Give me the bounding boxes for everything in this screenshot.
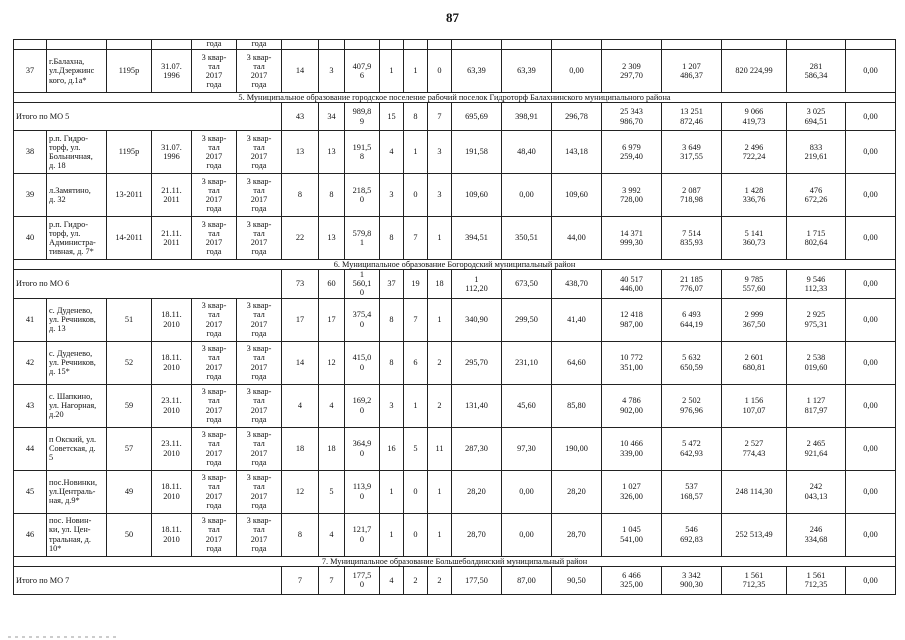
- value-cell: 281 586,34: [787, 50, 846, 93]
- value-cell: 537 168,57: [662, 470, 722, 513]
- completion-actual-cell: 3 квар- тал 2017 года: [237, 427, 282, 470]
- completion-plan-cell: 3 квар- тал 2017 года: [192, 513, 237, 556]
- value-cell: 2: [428, 341, 452, 384]
- value-cell: 9 546 112,33: [787, 270, 846, 299]
- completion-plan-cell: 3 квар- тал 2017 года: [192, 427, 237, 470]
- value-cell: 340,90: [452, 298, 502, 341]
- people-resettled-cell: 17: [319, 298, 345, 341]
- value-cell: 0,00: [846, 103, 896, 131]
- completion-actual-cell: 3 квар- тал 2017 года: [237, 470, 282, 513]
- value-cell: 2 502 976,96: [662, 384, 722, 427]
- value-cell: 2 999 367,50: [722, 298, 787, 341]
- people-resettled-cell: 8: [319, 174, 345, 217]
- table-row: [14, 513, 896, 556]
- value-cell: 0: [404, 470, 428, 513]
- people-resettled-cell: 7: [319, 566, 345, 594]
- value-cell: 10 466 339,00: [602, 427, 662, 470]
- doc-date-cell: 31.07. 1996: [152, 131, 192, 174]
- value-cell: 13 251 872,46: [662, 103, 722, 131]
- table-row: [14, 341, 896, 384]
- value-cell: 7: [428, 103, 452, 131]
- value-cell: 295,70: [452, 341, 502, 384]
- people-total-cell: 73: [282, 270, 319, 299]
- completion-plan-cell: года: [192, 40, 237, 50]
- people-total-cell: 13: [282, 131, 319, 174]
- value-cell: 350,51: [502, 217, 552, 260]
- value-cell: 0: [404, 174, 428, 217]
- value-cell: 1 156 107,07: [722, 384, 787, 427]
- value-cell: 48,40: [502, 131, 552, 174]
- area-total-cell: 579,8 1: [345, 217, 380, 260]
- doc-date-cell: 18.11. 2010: [152, 341, 192, 384]
- people-total-cell: 7: [282, 566, 319, 594]
- doc-date-cell: 23.11. 2010: [152, 384, 192, 427]
- area-total-cell: 121,7 0: [345, 513, 380, 556]
- value-cell: 246 334,68: [787, 513, 846, 556]
- value-cell: 2 309 297,70: [602, 50, 662, 93]
- row-number: 45: [14, 470, 47, 513]
- value-cell: 7 514 835,93: [662, 217, 722, 260]
- doc-number-cell: 13-2011: [107, 174, 152, 217]
- value-cell: 2: [428, 384, 452, 427]
- value-cell: 0,00: [502, 513, 552, 556]
- people-total-cell: 8: [282, 513, 319, 556]
- people-total-cell: 12: [282, 470, 319, 513]
- value-cell: 64,60: [552, 341, 602, 384]
- section-total-row: [14, 103, 896, 131]
- area-total-cell: 989,8 9: [345, 103, 380, 131]
- completion-plan-cell: 3 квар- тал 2017 года: [192, 217, 237, 260]
- value-cell: 10 772 351,00: [602, 341, 662, 384]
- completion-plan-cell: 3 квар- тал 2017 года: [192, 341, 237, 384]
- value-cell: 28,20: [552, 470, 602, 513]
- row-number: 41: [14, 298, 47, 341]
- value-cell: 287,30: [452, 427, 502, 470]
- value-cell: 44,00: [552, 217, 602, 260]
- doc-number-cell: 57: [107, 427, 152, 470]
- doc-date-cell: 21.11. 2011: [152, 217, 192, 260]
- area-total-cell: 113,9 0: [345, 470, 380, 513]
- people-resettled-cell: 34: [319, 103, 345, 131]
- completion-plan-cell: 3 квар- тал 2017 года: [192, 174, 237, 217]
- value-cell: 5 472 642,93: [662, 427, 722, 470]
- people-total-cell: 14: [282, 341, 319, 384]
- total-label: Итого по МО 7: [14, 566, 282, 594]
- value-cell: 0,00: [846, 131, 896, 174]
- value-cell: 252 513,49: [722, 513, 787, 556]
- value-cell: 0,00: [846, 384, 896, 427]
- people-resettled-cell: 5: [319, 470, 345, 513]
- people-total-cell: 14: [282, 50, 319, 93]
- row-number: 42: [14, 341, 47, 384]
- value-cell: 2 925 975,31: [787, 298, 846, 341]
- page-number: 87: [446, 10, 459, 25]
- value-cell: 1 561 712,35: [787, 566, 846, 594]
- value-cell: 833 219,61: [787, 131, 846, 174]
- completion-actual-cell: 3 квар- тал 2017 года: [237, 513, 282, 556]
- address-cell: пос. Новин- ки, ул. Цен- тральная, д. 10*: [47, 513, 107, 556]
- value-cell: 25 343 986,70: [602, 103, 662, 131]
- doc-date-cell: 18.11. 2010: [152, 513, 192, 556]
- people-resettled-cell: 4: [319, 384, 345, 427]
- completion-plan-cell: 3 квар- тал 2017 года: [192, 384, 237, 427]
- row-number: 43: [14, 384, 47, 427]
- value-cell: 8: [380, 298, 404, 341]
- value-cell: 28,70: [552, 513, 602, 556]
- row-number: 37: [14, 50, 47, 93]
- completion-actual-cell: 3 квар- тал 2017 года: [237, 50, 282, 93]
- row-number: 44: [14, 427, 47, 470]
- value-cell: 6: [404, 341, 428, 384]
- doc-number-cell: 51: [107, 298, 152, 341]
- value-cell: 1 428 336,76: [722, 174, 787, 217]
- value-cell: 6 979 259,40: [602, 131, 662, 174]
- value-cell: 97,30: [502, 427, 552, 470]
- table-row: [14, 217, 896, 260]
- value-cell: 131,40: [452, 384, 502, 427]
- value-cell: 7: [404, 298, 428, 341]
- value-cell: 546 692,83: [662, 513, 722, 556]
- address-cell: п Окский, ул. Советская, д. 5: [47, 427, 107, 470]
- completion-plan-cell: 3 квар- тал 2017 года: [192, 50, 237, 93]
- value-cell: 3: [428, 131, 452, 174]
- row-number: 46: [14, 513, 47, 556]
- value-cell: 1: [404, 384, 428, 427]
- value-cell: 0,00: [846, 470, 896, 513]
- section-total-row: [14, 566, 896, 594]
- value-cell: 0: [428, 50, 452, 93]
- value-cell: 109,60: [552, 174, 602, 217]
- value-cell: 0: [404, 513, 428, 556]
- value-cell: 63,39: [452, 50, 502, 93]
- completion-actual-cell: 3 квар- тал 2017 года: [237, 384, 282, 427]
- value-cell: 1 715 802,64: [787, 217, 846, 260]
- area-total-cell: 218,5 0: [345, 174, 380, 217]
- resettlement-table: [13, 39, 896, 595]
- people-resettled-cell: 60: [319, 270, 345, 299]
- value-cell: 820 224,99: [722, 50, 787, 93]
- value-cell: 0,00: [846, 566, 896, 594]
- people-total-cell: 8: [282, 174, 319, 217]
- value-cell: 673,50: [502, 270, 552, 299]
- table-row: [14, 470, 896, 513]
- address-cell: с. Дуденево, ул. Речников, д. 15*: [47, 341, 107, 384]
- people-total-cell: 18: [282, 427, 319, 470]
- doc-number-cell: 49: [107, 470, 152, 513]
- value-cell: 299,50: [502, 298, 552, 341]
- address-cell: пос.Новинки, ул.Централь- ная, д.9*: [47, 470, 107, 513]
- table-row: [14, 427, 896, 470]
- address-cell: р.п. Гидро- торф, ул. Администра- тивная, д. 7*: [47, 217, 107, 260]
- people-total-cell: 22: [282, 217, 319, 260]
- value-cell: 1 027 326,00: [602, 470, 662, 513]
- value-cell: 1 045 541,00: [602, 513, 662, 556]
- value-cell: 2: [428, 566, 452, 594]
- area-total-cell: 364,9 0: [345, 427, 380, 470]
- value-cell: 3 025 694,51: [787, 103, 846, 131]
- value-cell: 1: [404, 131, 428, 174]
- value-cell: 14 371 999,30: [602, 217, 662, 260]
- value-cell: 1: [404, 50, 428, 93]
- people-total-cell: 17: [282, 298, 319, 341]
- section-header-row: [14, 260, 896, 270]
- doc-number-cell: 50: [107, 513, 152, 556]
- value-cell: 296,78: [552, 103, 602, 131]
- value-cell: 85,80: [552, 384, 602, 427]
- people-resettled-cell: 18: [319, 427, 345, 470]
- doc-number-cell: 1195р: [107, 131, 152, 174]
- value-cell: 2 496 722,24: [722, 131, 787, 174]
- value-cell: 695,69: [452, 103, 502, 131]
- people-resettled-cell: 4: [319, 513, 345, 556]
- table-row: [14, 384, 896, 427]
- value-cell: 28,70: [452, 513, 502, 556]
- section-total-row: [14, 270, 896, 299]
- value-cell: 4: [380, 566, 404, 594]
- value-cell: 6 493 644,19: [662, 298, 722, 341]
- completion-actual-cell: 3 квар- тал 2017 года: [237, 131, 282, 174]
- value-cell: 242 043,13: [787, 470, 846, 513]
- value-cell: 0,00: [846, 270, 896, 299]
- value-cell: 21 185 776,07: [662, 270, 722, 299]
- continuation-row: [14, 40, 896, 50]
- completion-actual-cell: 3 квар- тал 2017 года: [237, 217, 282, 260]
- value-cell: 15: [380, 103, 404, 131]
- doc-date-cell: 18.11. 2010: [152, 470, 192, 513]
- people-resettled-cell: 3: [319, 50, 345, 93]
- people-resettled-cell: 12: [319, 341, 345, 384]
- value-cell: 5 632 650,59: [662, 341, 722, 384]
- value-cell: 1: [380, 513, 404, 556]
- value-cell: 394,51: [452, 217, 502, 260]
- area-total-cell: 169,2 0: [345, 384, 380, 427]
- value-cell: 3 649 317,55: [662, 131, 722, 174]
- value-cell: 90,50: [552, 566, 602, 594]
- value-cell: 109,60: [452, 174, 502, 217]
- value-cell: 6 466 325,00: [602, 566, 662, 594]
- completion-plan-cell: 3 квар- тал 2017 года: [192, 298, 237, 341]
- value-cell: 190,00: [552, 427, 602, 470]
- doc-date-cell: 23.11. 2010: [152, 427, 192, 470]
- row-number: 40: [14, 217, 47, 260]
- value-cell: 2: [404, 566, 428, 594]
- value-cell: 143,18: [552, 131, 602, 174]
- table-row: [14, 298, 896, 341]
- value-cell: 63,39: [502, 50, 552, 93]
- value-cell: 0,00: [846, 341, 896, 384]
- value-cell: 8: [380, 217, 404, 260]
- value-cell: 4 786 902,00: [602, 384, 662, 427]
- value-cell: 37: [380, 270, 404, 299]
- value-cell: 0,00: [846, 50, 896, 93]
- people-total-cell: 4: [282, 384, 319, 427]
- value-cell: 1: [428, 513, 452, 556]
- completion-actual-cell: 3 квар- тал 2017 года: [237, 174, 282, 217]
- doc-date-cell: 18.11. 2010: [152, 298, 192, 341]
- total-label: Итого по МО 6: [14, 270, 282, 299]
- value-cell: 3: [428, 174, 452, 217]
- value-cell: 398,91: [502, 103, 552, 131]
- completion-actual-cell: 3 квар- тал 2017 года: [237, 298, 282, 341]
- value-cell: 0,00: [846, 427, 896, 470]
- people-resettled-cell: 13: [319, 217, 345, 260]
- value-cell: 7: [404, 217, 428, 260]
- area-total-cell: 191,5 8: [345, 131, 380, 174]
- doc-number-cell: 59: [107, 384, 152, 427]
- value-cell: 87,00: [502, 566, 552, 594]
- people-resettled-cell: 13: [319, 131, 345, 174]
- value-cell: 1 207 486,37: [662, 50, 722, 93]
- value-cell: 1: [380, 50, 404, 93]
- address-cell: с. Дуденево, ул. Речников, д. 13: [47, 298, 107, 341]
- section-header-row: [14, 93, 896, 103]
- value-cell: 0,00: [846, 513, 896, 556]
- section-header-row: [14, 556, 896, 566]
- value-cell: 3 992 728,00: [602, 174, 662, 217]
- value-cell: 2 601 680,81: [722, 341, 787, 384]
- area-total-cell: 375,4 0: [345, 298, 380, 341]
- value-cell: 1 127 817,97: [787, 384, 846, 427]
- value-cell: 3: [380, 384, 404, 427]
- value-cell: 476 672,26: [787, 174, 846, 217]
- value-cell: 3: [380, 174, 404, 217]
- doc-date-cell: 31.07. 1996: [152, 50, 192, 93]
- value-cell: 5: [404, 427, 428, 470]
- value-cell: 4: [380, 131, 404, 174]
- value-cell: 0,00: [846, 217, 896, 260]
- value-cell: 3 342 900,30: [662, 566, 722, 594]
- value-cell: 28,20: [452, 470, 502, 513]
- table-row: [14, 174, 896, 217]
- row-number: 38: [14, 131, 47, 174]
- value-cell: 1: [428, 217, 452, 260]
- section-title: 7. Муниципальное образование Большеболдинский муниципальный район: [14, 556, 896, 566]
- doc-number-cell: 1195р: [107, 50, 152, 93]
- value-cell: 177,50: [452, 566, 502, 594]
- value-cell: 2 538 019,60: [787, 341, 846, 384]
- value-cell: 191,58: [452, 131, 502, 174]
- value-cell: 1: [380, 470, 404, 513]
- value-cell: 0,00: [502, 174, 552, 217]
- value-cell: 1: [428, 470, 452, 513]
- value-cell: 8: [380, 341, 404, 384]
- value-cell: 0,00: [502, 470, 552, 513]
- completion-plan-cell: 3 квар- тал 2017 года: [192, 131, 237, 174]
- table-row: [14, 50, 896, 93]
- value-cell: 41,40: [552, 298, 602, 341]
- area-total-cell: 177,5 0: [345, 566, 380, 594]
- value-cell: 1 112,20: [452, 270, 502, 299]
- value-cell: 2 465 921,64: [787, 427, 846, 470]
- value-cell: 9 066 419,73: [722, 103, 787, 131]
- area-total-cell: 415,0 0: [345, 341, 380, 384]
- address-cell: р.п. Гидро- торф, ул. Больничная, д. 18: [47, 131, 107, 174]
- doc-number-cell: 14-2011: [107, 217, 152, 260]
- value-cell: 11: [428, 427, 452, 470]
- address-cell: с. Шапкино, ул. Нагорная, д.20: [47, 384, 107, 427]
- value-cell: 8: [404, 103, 428, 131]
- table-row: [14, 131, 896, 174]
- value-cell: 5 141 360,73: [722, 217, 787, 260]
- people-total-cell: 43: [282, 103, 319, 131]
- value-cell: 9 785 557,60: [722, 270, 787, 299]
- value-cell: 438,70: [552, 270, 602, 299]
- value-cell: 18: [428, 270, 452, 299]
- completion-actual-cell: года: [237, 40, 282, 50]
- value-cell: 12 418 987,00: [602, 298, 662, 341]
- value-cell: 231,10: [502, 341, 552, 384]
- value-cell: 19: [404, 270, 428, 299]
- value-cell: 0,00: [552, 50, 602, 93]
- area-total-cell: 407,9 6: [345, 50, 380, 93]
- completion-actual-cell: 3 квар- тал 2017 года: [237, 341, 282, 384]
- area-total-cell: 1 560,1 0: [345, 270, 380, 299]
- value-cell: 1 561 712,35: [722, 566, 787, 594]
- scan-edge-marks: [0, 634, 905, 640]
- value-cell: 1: [428, 298, 452, 341]
- doc-date-cell: 21.11. 2011: [152, 174, 192, 217]
- value-cell: 248 114,30: [722, 470, 787, 513]
- row-number: 39: [14, 174, 47, 217]
- value-cell: 0,00: [846, 298, 896, 341]
- section-title: 6. Муниципальное образование Богородский муниципальный район: [14, 260, 896, 270]
- value-cell: 40 517 446,00: [602, 270, 662, 299]
- address-cell: л.Замятино, д. 32: [47, 174, 107, 217]
- value-cell: 2 087 718,98: [662, 174, 722, 217]
- value-cell: 0,00: [846, 174, 896, 217]
- value-cell: 16: [380, 427, 404, 470]
- value-cell: 45,60: [502, 384, 552, 427]
- doc-number-cell: 52: [107, 341, 152, 384]
- section-title: 5. Муниципальное образование городское поселение рабочий поселок Гидроторф Балахнинского муниципального района: [14, 93, 896, 103]
- value-cell: 2 527 774,43: [722, 427, 787, 470]
- address-cell: г.Балахна, ул.Дзержинс кого, д.1а*: [47, 50, 107, 93]
- total-label: Итого по МО 5: [14, 103, 282, 131]
- completion-plan-cell: 3 квар- тал 2017 года: [192, 470, 237, 513]
